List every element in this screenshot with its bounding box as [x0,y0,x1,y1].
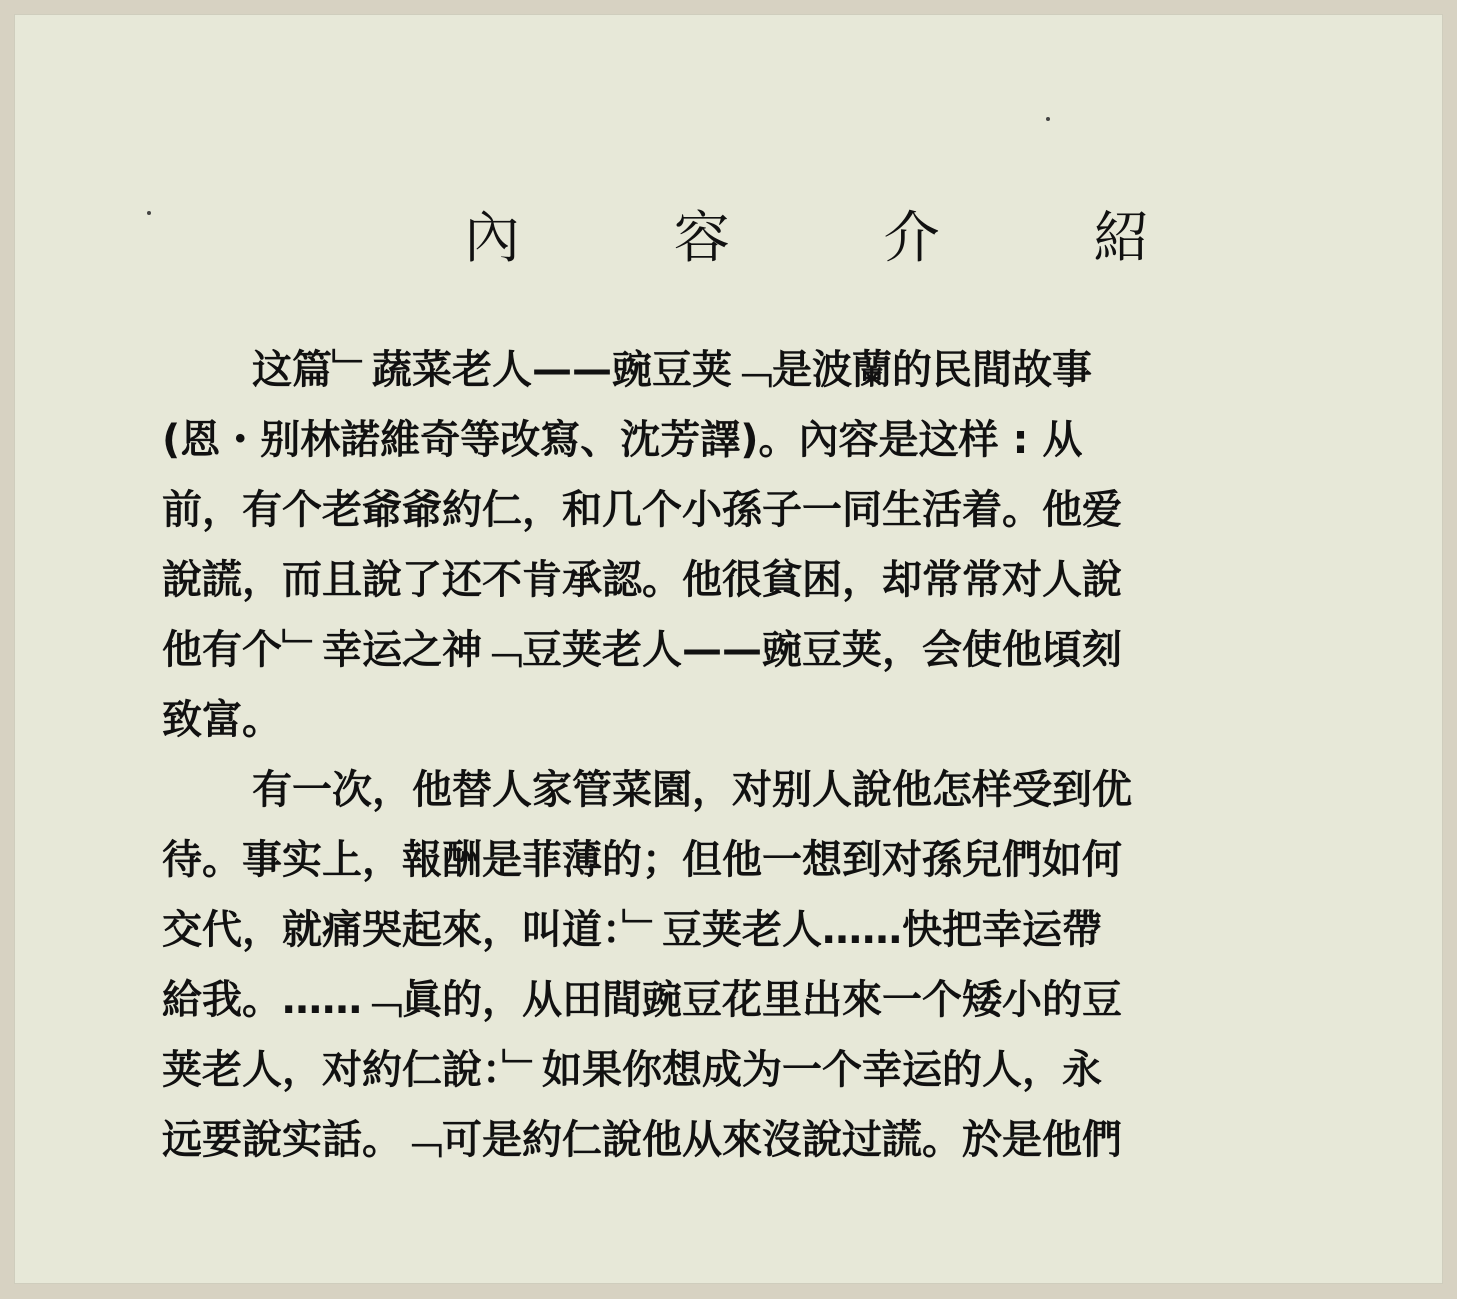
paragraph-2-line-3: 交代，就痛哭起來，叫道：﹂豆荚老人……快把幸运帶 [162,907,1102,953]
paragraph-2-line-2: 待。事实上，報酬是菲薄的；但他一想到对孫兒們如何 [162,837,1122,883]
page-title: 內 容 介 紹 [464,206,1218,271]
ink-speck [1046,117,1050,121]
book-page [14,14,1443,1284]
paragraph-1-line-3: 前，有个老爺爺約仁，和几个小孫子一同生活着。他爱 [162,487,1122,533]
paragraph-1-line-2: (恩・别林諾維奇等改寫、沈芳譯)。內容是这样 : 从 [162,417,1083,463]
paragraph-2-line-6: 远要說实話。﹁可是約仁說他从來沒說过謊。於是他們 [162,1117,1122,1163]
paragraph-1-line-4: 說謊，而且說了还不肯承認。他很貧困，却常常对人說 [162,557,1122,603]
ink-speck [147,211,151,215]
paragraph-2-line-5: 荚老人，对約仁說：﹂如果你想成为一个幸运的人，永 [162,1047,1102,1093]
paragraph-1-line-1: 这篇﹂蔬菜老人——豌豆荚﹁是波蘭的民間故事 [252,347,1092,393]
paragraph-1-line-5: 他有个﹂幸运之神﹁豆荚老人——豌豆荚，会使他頃刻 [162,627,1122,673]
paragraph-2-line-1: 有一次，他替人家管菜園，对别人說他怎样受到优 [252,767,1132,813]
paragraph-1-line-6: 致富。 [162,697,282,743]
paragraph-2-line-4: 給我。……﹁眞的，从田間豌豆花里出來一个矮小的豆 [162,977,1122,1023]
